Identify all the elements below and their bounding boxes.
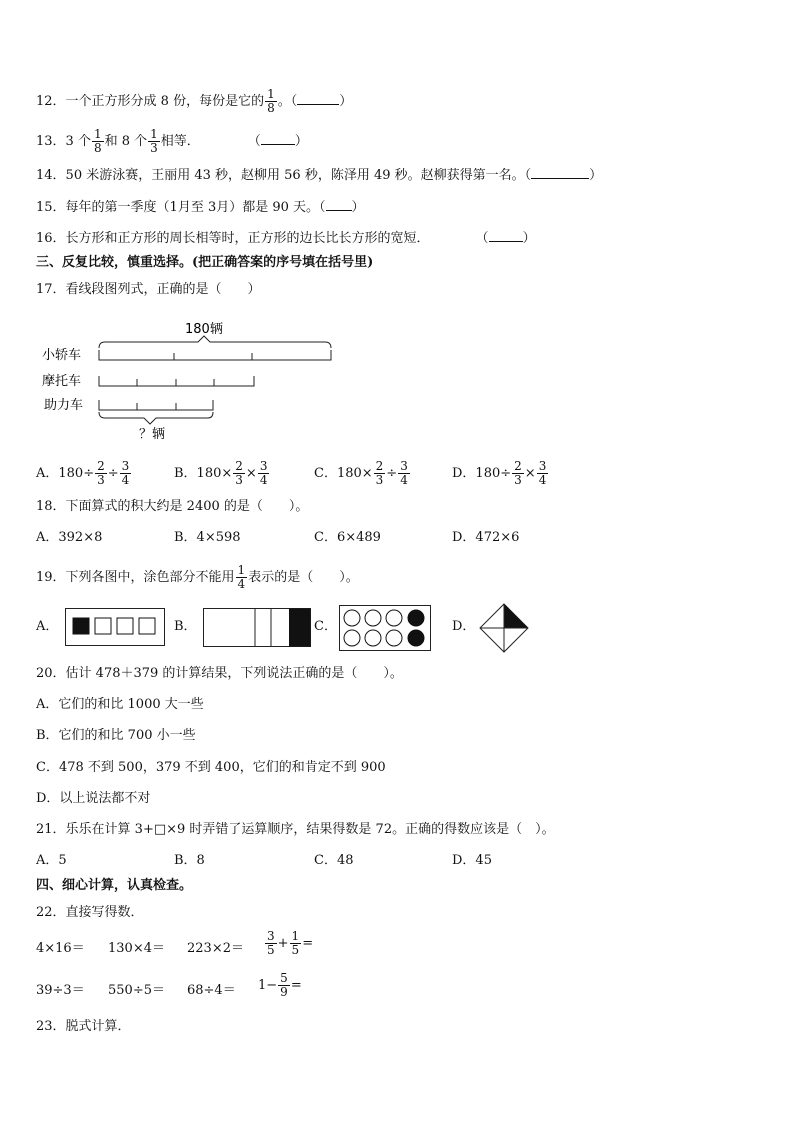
fraction-denominator: 5 [291,943,300,957]
q21-option-c[interactable]: C．48 [314,853,354,868]
fraction-numerator: 1 [93,127,102,141]
fraction-numerator: 2 [375,459,384,473]
fraction-denominator: 4 [259,473,268,487]
q18-option-c[interactable]: C．6×489 [314,530,381,545]
fraction-denominator: 4 [400,473,408,487]
q15-paren-close: ） [351,200,365,215]
q19-figure-a[interactable] [65,608,165,646]
q13-paren-close: ） [294,134,308,149]
q14-paren-close: ） [589,168,603,183]
question-17-stem: 17．看线段图列式，正确的是（ ） [36,282,261,297]
section-heading-3: 三、反复比较，慎重选择。(把正确答案的序号填在括号里) [36,255,374,270]
q21-option-a[interactable]: A．5 [36,853,67,868]
fraction-denominator: 8 [93,141,102,155]
fraction-numerator: 5 [280,971,288,985]
fraction [278,972,290,999]
fraction-numerator: 1 [267,87,275,101]
question-12 [36,88,352,115]
question-18-stem: 18．下面算式的积大约是 2400 的是（ ）。 [36,499,309,514]
q18-option-a[interactable]: A．392×8 [36,530,103,545]
fraction-denominator: 4 [538,473,547,487]
option-label: A．180÷ [36,466,95,481]
fraction-numerator: 3 [121,459,130,473]
option-label: D．180÷ [452,466,512,481]
question-19-stem [36,564,359,591]
question-21-stem: 21．乐乐在计算 3+□×9 时弄错了运算顺序，结果得数是 72。正确的得数应该是（ ）。 [36,822,555,837]
segment-motorcycle [99,376,254,386]
fraction-numerator: 2 [514,459,522,473]
q19-text-post: 表示的是（ ）。 [248,570,359,585]
fraction [95,460,107,487]
question-16 [36,229,536,248]
q17-option-a[interactable] [36,460,132,487]
calc-item[interactable]: 68÷4＝ [187,983,236,998]
q18-option-b[interactable]: B．4×598 [174,530,241,545]
q16-text: 16．长方形和正方形的周长相等时，正方形的边长比长方形的宽短． [36,231,430,246]
fraction-numerator: 3 [267,929,275,943]
fraction [236,564,248,591]
operator: × [524,466,536,481]
q19-option-b-label[interactable]: B． [174,619,197,634]
section-heading-4: 四、细心计算，认真检查。 [36,878,193,893]
fraction [512,460,524,487]
fraction [233,460,245,487]
q20-option-a[interactable]: A．它们的和比 1000 大一些 [36,697,204,712]
equals-sign: = [302,936,314,951]
q17-option-d[interactable] [452,460,549,487]
fraction [265,930,277,957]
q12-paren-close: ） [339,94,353,109]
fraction-denominator: 3 [235,473,243,487]
calc-prefix: 1− [258,978,278,993]
q17-option-c[interactable] [314,460,411,487]
fraction-denominator: 5 [267,943,275,957]
fraction-denominator: 4 [121,473,130,487]
fraction-numerator: 2 [97,459,105,473]
question-13 [36,128,308,155]
question-22-stem: 22．直接写得数． [36,905,144,920]
diagram-total-label: 180辆 [185,322,223,337]
answer-blank[interactable] [531,166,589,179]
fraction [148,128,160,155]
answer-blank[interactable] [489,229,523,242]
q19-text-pre: 19．下列各图中，涂色部分不能用 [36,570,235,585]
q14-text: 14．50 米游泳赛，王丽用 43 秒，赵柳用 56 秒，陈泽用 49 秒。赵柳获得第一名。（ [36,168,532,183]
question-20-stem: 20．估计 478＋379 的计算结果，下列说法正确的是（ ）。 [36,666,403,681]
calc-item[interactable]: 4×16＝ [36,941,85,956]
calc-item[interactable]: 39÷3＝ [36,983,85,998]
fraction [265,88,277,115]
q13-text-c: 相等． [160,134,200,149]
fraction-denominator: 3 [375,473,384,487]
q18-option-d[interactable]: D．472×6 [452,530,520,545]
answer-blank[interactable] [326,198,352,211]
answer-blank[interactable] [261,132,295,145]
line-segment-diagram [38,316,338,444]
fraction [537,460,549,487]
q15-text: 15．每年的第一季度（1月至 3月）都是 90 天。（ [36,200,326,215]
answer-blank[interactable] [297,92,339,105]
q19-option-c-label[interactable]: C． [314,619,337,634]
fraction-denominator: 8 [267,101,275,115]
row-label-car: 小轿车 [42,348,82,363]
fraction [120,460,132,487]
q13-text-a: 13．3 个 [36,134,91,149]
fraction [258,460,270,487]
q20-option-b[interactable]: B．它们的和比 700 小一些 [36,728,196,743]
q16-paren-close: ） [522,231,536,246]
operator: + [277,936,289,951]
option-label: C．180× [314,466,373,481]
q20-option-c[interactable]: C．478 不到 500，379 不到 400，它们的和肯定不到 900 [36,760,386,775]
row-label-motorcycle: 摩托车 [42,374,82,389]
fraction-numerator: 2 [235,459,243,473]
q12-paren-open: 。（ [277,94,298,109]
q12-text: 12．一个正方形分成 8 份，每份是它的 [36,94,265,109]
calc-item[interactable]: 130×4＝ [108,941,165,956]
fraction-numerator: 1 [150,127,158,141]
segment-car [99,350,331,360]
top-brace [99,336,331,348]
q19-figure-d[interactable] [479,603,529,653]
operator: ÷ [107,466,119,481]
question-23-stem: 23．脱式计算． [36,1019,131,1034]
q19-option-a-label[interactable]: A． [36,619,59,634]
fraction [290,930,302,957]
fraction-denominator: 3 [97,473,105,487]
q21-option-b[interactable]: B．8 [174,853,205,868]
q19-option-d-label[interactable]: D． [452,619,476,634]
calc-item-fraction[interactable] [258,972,302,999]
q20-option-d[interactable]: D．以上说法都不对 [36,791,151,806]
fraction-denominator: 4 [237,577,246,591]
operator: ÷ [386,466,398,481]
diagram-unknown-label: ？辆 [139,427,166,442]
equals-sign: = [290,978,302,993]
fraction-numerator: 3 [400,459,408,473]
q19-figure-c[interactable] [339,605,431,651]
segment-moped [99,400,213,410]
fraction-numerator: 1 [291,929,300,943]
q13-paren-open: （ [247,134,261,149]
operator: × [245,466,257,481]
fraction [92,128,104,155]
question-14 [36,166,602,185]
q16-paren-open: （ [475,231,489,246]
fraction-denominator: 3 [514,473,522,487]
calc-item[interactable]: 223×2＝ [187,941,244,956]
calc-item[interactable]: 550÷5＝ [108,983,165,998]
q21-option-d[interactable]: D．45 [452,853,492,868]
bottom-brace [99,412,213,424]
calc-item-fraction[interactable] [264,930,313,957]
q13-text-b: 和 8 个 [104,134,148,149]
option-label: B．180× [174,466,233,481]
fraction-denominator: 3 [150,141,158,155]
fraction-numerator: 3 [538,459,547,473]
fraction [398,460,410,487]
fraction [374,460,386,487]
row-label-moped: 助力车 [44,398,84,413]
question-15 [36,198,365,217]
fraction-numerator: 1 [237,563,246,577]
q17-option-b[interactable] [174,460,270,487]
fraction-denominator: 9 [280,985,288,999]
fraction-numerator: 3 [259,459,268,473]
q19-figure-b[interactable] [203,608,311,647]
